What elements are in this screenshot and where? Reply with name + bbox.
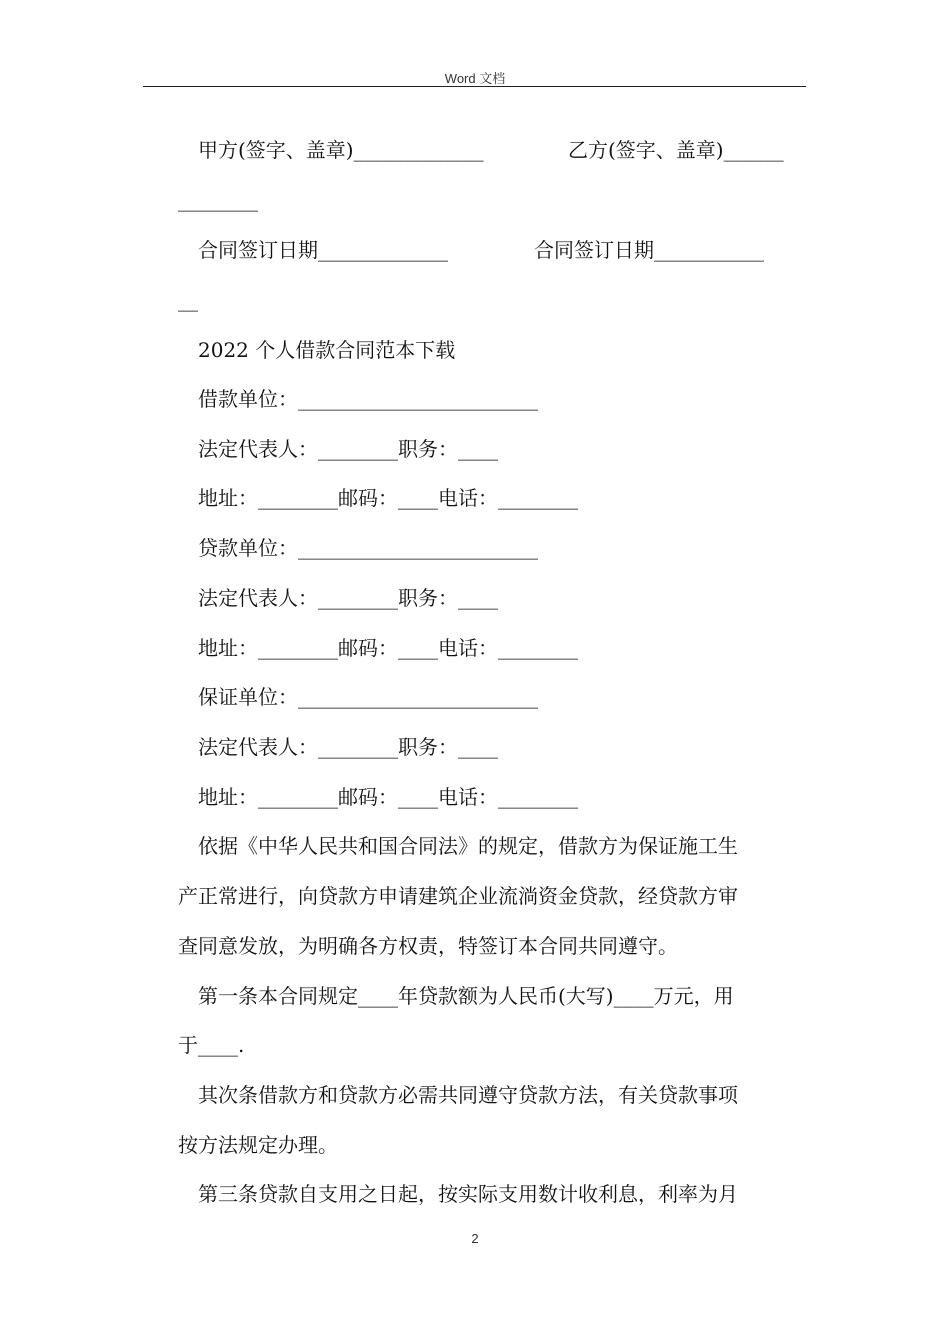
party-a-date-line: 合同签订日期_____________ (198, 238, 448, 262)
header-rule (143, 86, 806, 87)
paragraph-line: 第三条贷款自支用之日起，按实际支用数计收利息，利率为月 (198, 1182, 738, 1206)
field-borrower-representative: 法定代表人：________职务：____ (198, 437, 498, 461)
party-b-date-line: 合同签订日期___________ (534, 238, 764, 262)
field-guarantor-representative: 法定代表人：________职务：____ (198, 735, 498, 759)
page-number: 2 (471, 1231, 479, 1246)
party-b-signature-line: 乙方(签字、盖章)______ (568, 138, 784, 162)
paragraph-line: 产正常进行，向贷款方申请建筑企业流淌资金贷款，经贷款方审 (178, 884, 738, 908)
field-borrower-address: 地址：________邮码：____电话：________ (198, 486, 578, 510)
field-borrower-unit: 借款单位：________________________ (198, 387, 538, 411)
paragraph-line: 依据《中华人民共和国合同法》的规定，借款方为保证施工生 (198, 834, 738, 858)
field-lender-address: 地址：________邮码：____电话：________ (198, 636, 578, 660)
party-b-signature-continuation: ________ (178, 188, 258, 212)
paragraph-line: 第一条本合同规定____年贷款额为人民币(大写)____万元，用 (198, 984, 734, 1008)
party-a-signature-line: 甲方(签字、盖章)_____________ (198, 138, 484, 162)
paragraph-line: 其次条借款方和贷款方必需共同遵守贷款方法，有关贷款事项 (198, 1083, 738, 1107)
party-b-date-continuation: __ (178, 288, 198, 312)
document-title: 2022 个人借款合同范本下载 (198, 338, 456, 362)
paragraph-line: 按方法规定办理。 (178, 1133, 338, 1157)
field-lender-unit: 贷款单位：________________________ (198, 536, 538, 560)
paragraph-line: 于____. (178, 1033, 245, 1057)
paragraph-line: 查同意发放，为明确各方权责，特签订本合同共同遵守。 (178, 934, 678, 958)
field-guarantor-address: 地址：________邮码：____电话：________ (198, 785, 578, 809)
header-title: Word 文档 (444, 71, 506, 86)
field-guarantor-unit: 保证单位：________________________ (198, 685, 538, 709)
field-lender-representative: 法定代表人：________职务：____ (198, 586, 498, 610)
